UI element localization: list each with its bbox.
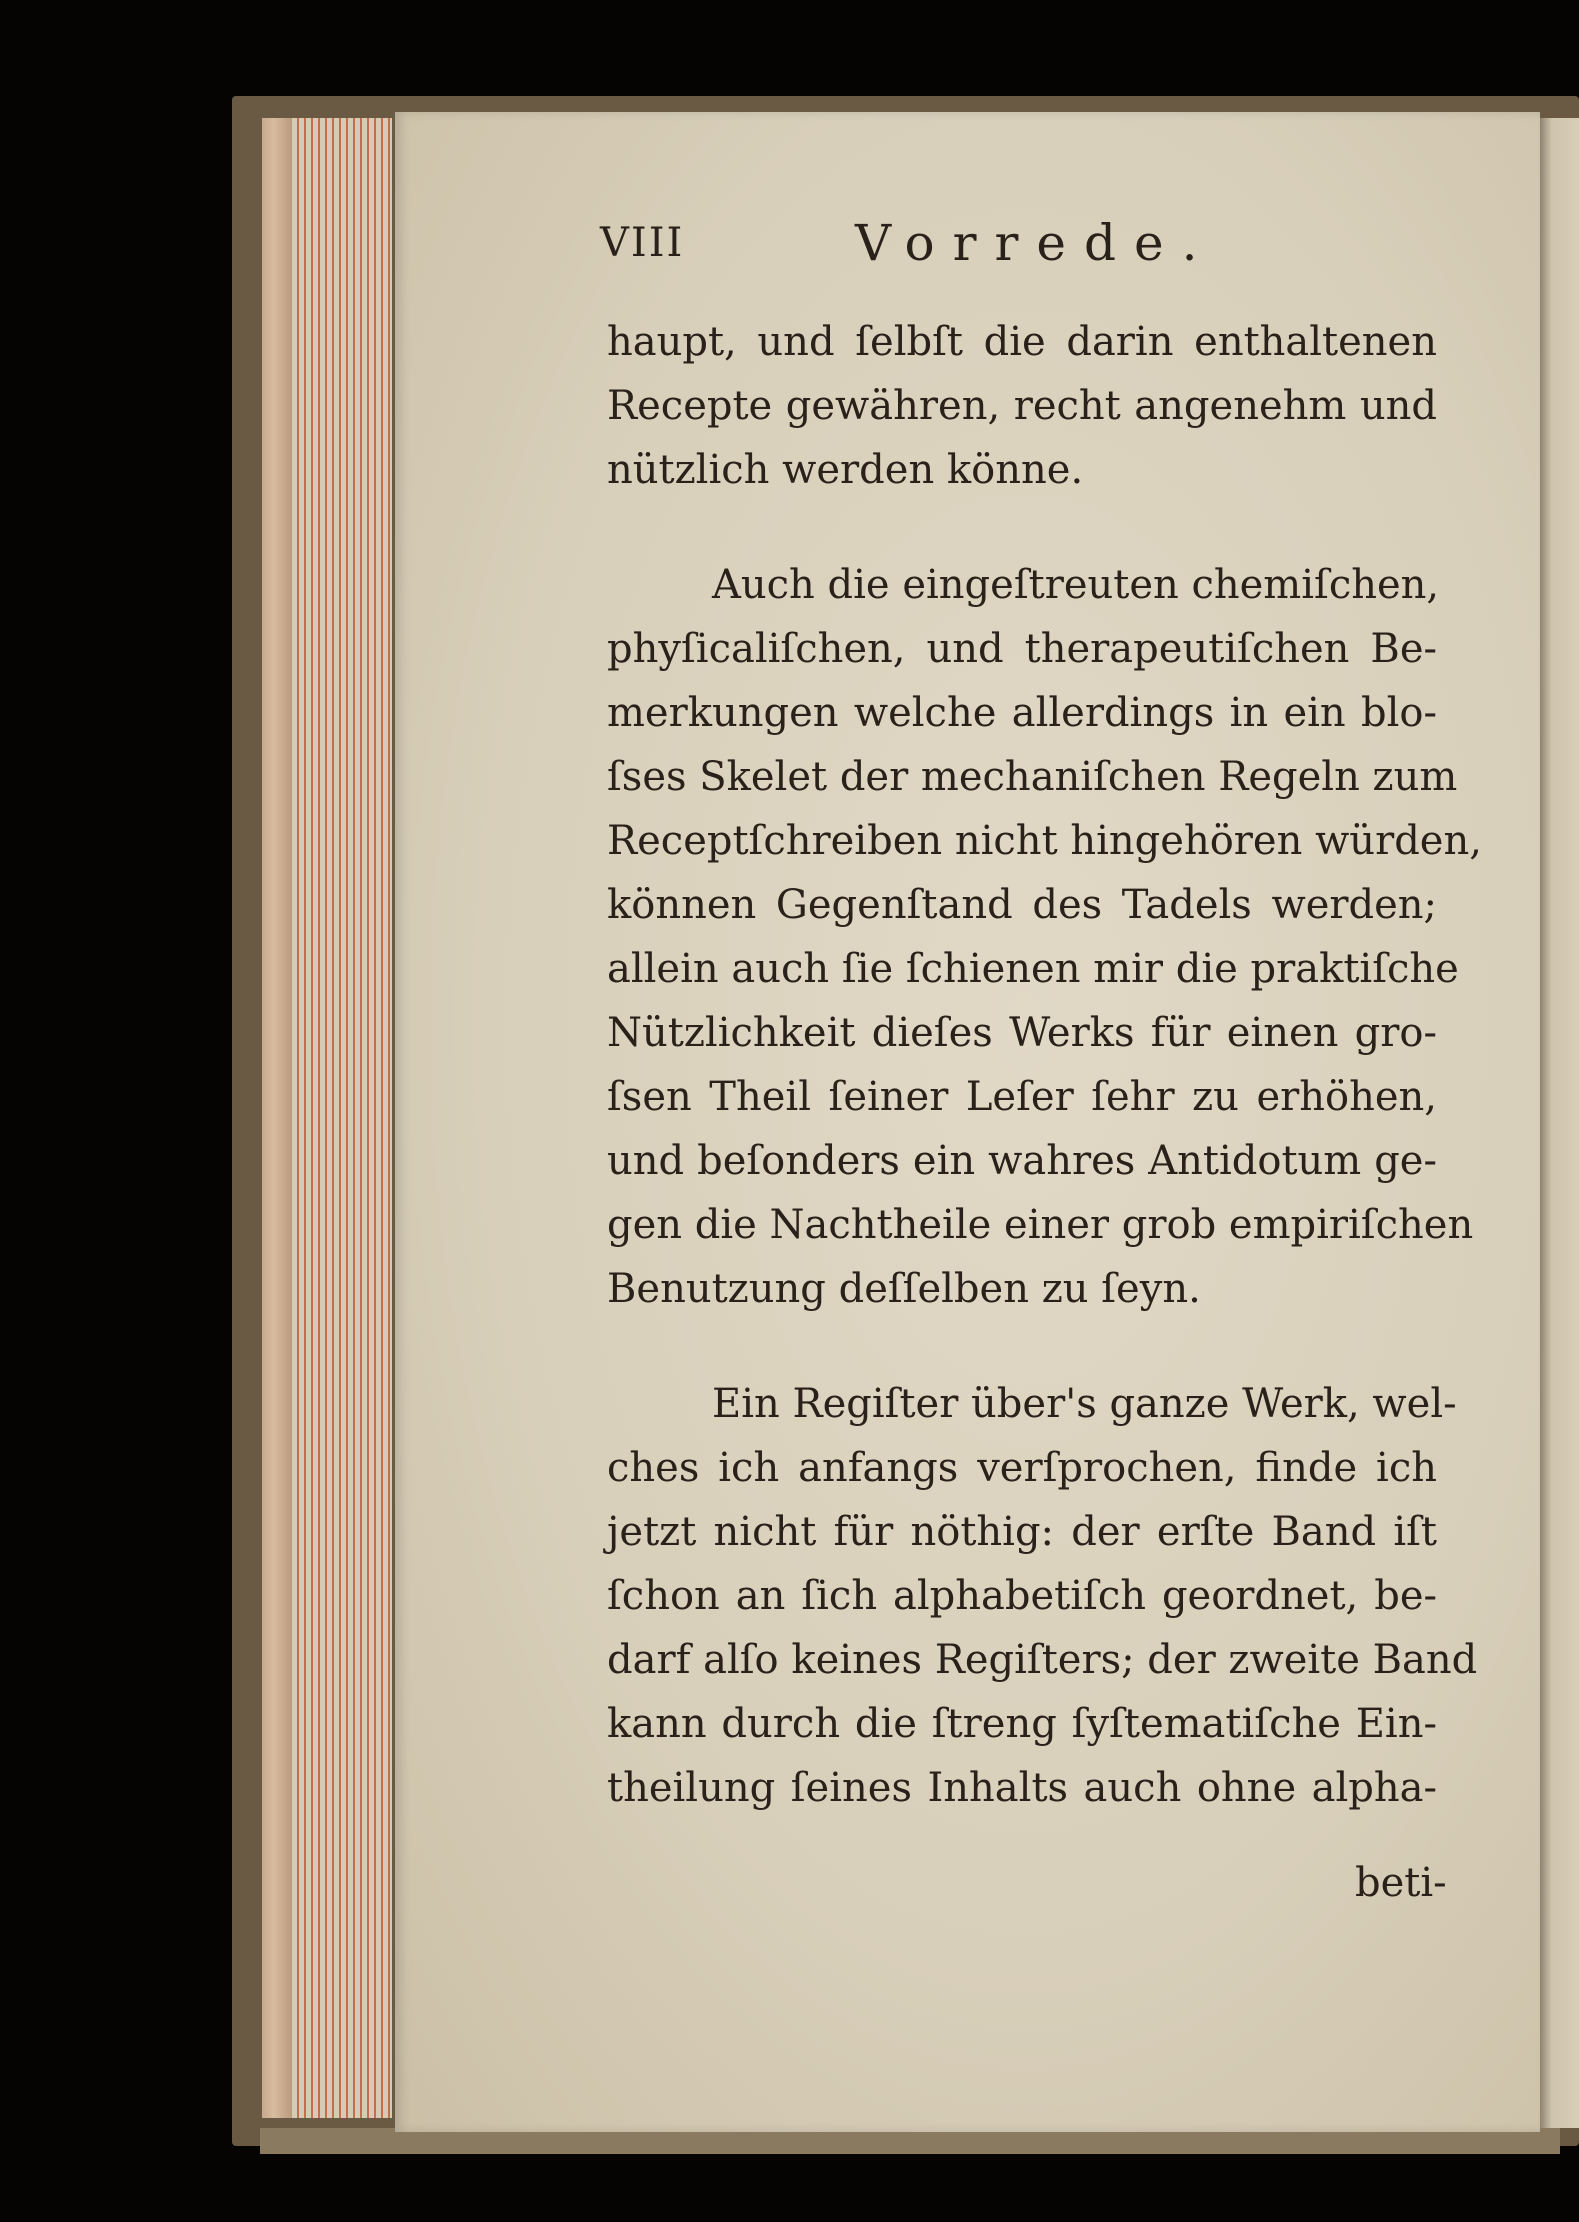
text-line: ſsen Theil ſeiner Leſer ſehr zu erhöhen,: [607, 1074, 1437, 1120]
text-line: Receptſchreiben nicht hingehören würden,: [607, 818, 1482, 864]
paragraph-gap: [607, 502, 1437, 553]
text-line: können Gegenſtand des Tadels werden;: [607, 882, 1437, 928]
text-line: ſses Skelet der mechaniſchen Regeln zum: [607, 754, 1458, 800]
text-line: gen die Nachtheile einer grob empiriſchen: [607, 1202, 1474, 1248]
catchword: beti-: [1355, 1860, 1447, 1906]
facing-page-edge: [1540, 118, 1579, 2128]
page-edges: [292, 118, 392, 2118]
text-line: jetzt nicht für nöthig: der erſte Band iſt: [607, 1509, 1437, 1555]
text-line: ſchon an ſich alphabetiſch geordnet, be-: [607, 1573, 1437, 1619]
text-line: Benutzung deſſelben zu ſeyn.: [607, 1266, 1201, 1312]
paragraph: [607, 310, 1437, 502]
text-line: nützlich werden könne.: [607, 447, 1084, 493]
text-line: kann durch die ſtreng ſyſtematiſche Ein-: [607, 1701, 1437, 1747]
text-line: Auch die eingeſtreuten chemiſchen,: [712, 562, 1440, 608]
text-line: Nützlichkeit dieſes Werks für einen gro-: [607, 1010, 1437, 1056]
page-header: [600, 214, 1500, 280]
paragraph-gap: [607, 1321, 1437, 1372]
paragraph: [607, 1372, 1478, 1820]
page-number: VIII: [600, 220, 685, 266]
cover-edge: [262, 118, 292, 2118]
text-line: haupt, und ſelbſt die darin enthaltenen: [607, 319, 1437, 365]
text-line: theilung ſeines Inhalts auch ohne alpha-: [607, 1765, 1437, 1811]
text-line: merkungen welche allerdings in ein blo-: [607, 690, 1437, 736]
text-line: Recepte gewähren, recht angenehm und: [607, 383, 1437, 429]
text-line: darf alſo keines Regiſters; der zweite Band: [607, 1637, 1478, 1683]
text-line: allein auch ſie ſchienen mir die praktiſche: [607, 946, 1459, 992]
text-line: ches ich anfangs verſprochen, finde ich: [607, 1445, 1437, 1491]
body-text: [607, 310, 1482, 1820]
paragraph: [607, 553, 1482, 1321]
running-title: Vorrede.: [855, 214, 1216, 272]
text-line: phyſicaliſchen, und therapeutiſchen Be-: [607, 626, 1437, 672]
text-line: Ein Regiſter über's ganze Werk, wel-: [712, 1381, 1457, 1427]
text-line: und beſonders ein wahres Antidotum ge-: [607, 1138, 1437, 1184]
